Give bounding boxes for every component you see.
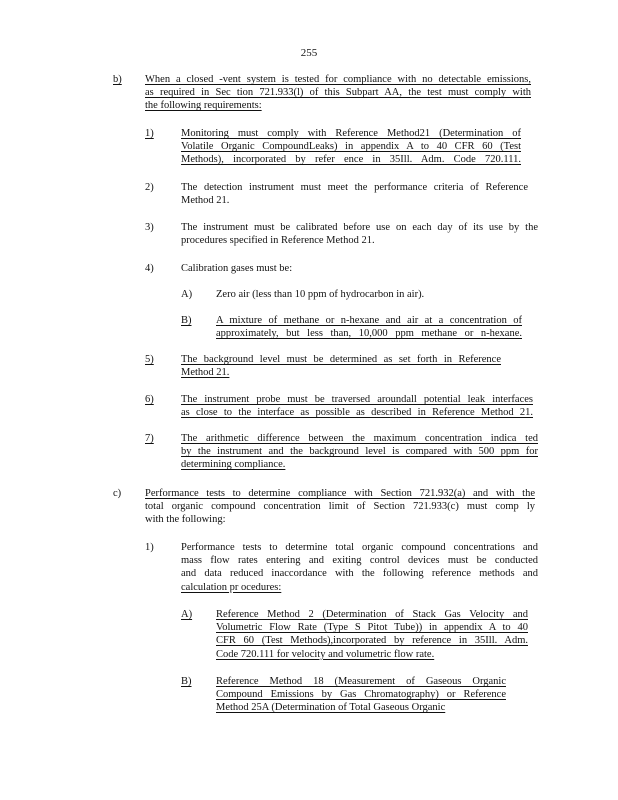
item-b4b-text [216, 314, 522, 340]
text-line: Method 25A (Determination of Total Gaseous Organic [216, 702, 446, 714]
text-line: Reference Method 2 (Determination of Stack Gas Velocity and [216, 609, 528, 620]
item-b3-label: 3) [145, 222, 154, 233]
item-b1-text [181, 127, 521, 167]
text-line: Volatile Organic CompoundLeaks) in appendix A to 40 CFR 60 (Test [181, 141, 521, 153]
text-line: The arithmetic difference between the maximum concentration indica ted [181, 433, 538, 444]
text-line: Calibration gases must be: [181, 263, 293, 274]
section-c-label: c) [113, 488, 122, 499]
text-line: mass flow rates entering and exiting control devices must be conducted [181, 555, 538, 567]
item-c1b-text [216, 675, 506, 715]
item-b7-text [181, 432, 538, 472]
text-line: The background level must be determined as set forth in Reference [181, 354, 501, 365]
item-b4b-label: B) [181, 315, 192, 326]
page-number: 255 [300, 47, 318, 59]
item-b4-label: 4) [145, 263, 154, 274]
section-b-label: b) [113, 74, 122, 85]
item-b7-label: 7) [145, 433, 154, 444]
section-b-text [145, 73, 531, 113]
text-line: Method 21. [181, 195, 230, 207]
text-line: The instrument must be calibrated before use on each day of its use by the [181, 222, 538, 233]
text-line: The instrument probe must be traversed aroundall potential leak interfaces [181, 394, 533, 405]
item-b5-text [181, 353, 501, 379]
item-b4a-text [216, 288, 536, 301]
item-b3-text [181, 221, 538, 247]
text-line: A mixture of methane or n-hexane and air at a concentration of [216, 315, 522, 326]
text-line: as required in Sec tion 721.933(l) of this Subpart AA, the test must comply with [145, 87, 531, 99]
text-line: Zero air (less than 10 ppm of hydrocarbon in air). [216, 289, 425, 300]
item-b6-label: 6) [145, 394, 154, 405]
text-line: Performance tests to determine total organic compound concentrations and [181, 542, 538, 553]
text-line: CFR 60 (Test Methods),incorporated by reference in 35Ill. Adm. [216, 635, 528, 647]
item-b4-text [181, 262, 521, 275]
item-c1-text [181, 541, 538, 594]
text-line: When a closed -vent system is tested for compliance with no detectable emissions, [145, 74, 531, 85]
text-line: Compound Emissions by Gas Chromatography) or Reference [216, 689, 506, 701]
item-c1a-text [216, 608, 528, 661]
item-b6-text [181, 393, 533, 419]
text-line: approximately, but less than, 10,000 ppm methane or n-hexane. [216, 328, 522, 340]
item-b4a-label: A) [181, 289, 193, 300]
text-line: Code 720.111 for velocity and volumetric flow rate. [216, 648, 435, 660]
text-line: calculation pr ocedures: [181, 581, 282, 593]
text-line: The detection instrument must meet the performance criteria of Reference [181, 182, 528, 193]
item-c1b-label: B) [181, 676, 192, 687]
item-b2-label: 2) [145, 182, 154, 193]
item-b2-text [181, 181, 528, 207]
text-line: the following requirements: [145, 100, 262, 112]
text-line: Volumetric Flow Rate (Type S Pitot Tube)) in appendix A to 40 [216, 622, 528, 634]
item-c1-label: 1) [145, 542, 154, 553]
section-c-text [145, 487, 535, 527]
text-line: determining compliance. [181, 459, 286, 471]
text-line: with the following: [145, 514, 226, 526]
item-b5-label: 5) [145, 354, 154, 365]
text-line: procedures specified in Reference Method 21. [181, 235, 375, 247]
text-line: as close to the interface as possible as described in Reference Method 21. [181, 407, 533, 419]
item-c1a-label: A) [181, 609, 193, 620]
text-line: Methods), incorporated by refer ence in 35Ill. Adm. Code 720.111. [181, 154, 521, 166]
text-line: Method 21. [181, 367, 230, 379]
text-line: and data reduced inaccordance with the following reference methods and [181, 568, 538, 580]
text-line: total organic compound concentration limit of Section 721.933(c) must comp ly [145, 501, 535, 513]
text-line: by the instrument and the background level is compared with 500 ppm for [181, 446, 538, 458]
text-line: Monitoring must comply with Reference Method21 (Determination of [181, 128, 521, 139]
text-line: Performance tests to determine compliance with Section 721.932(a) and with the [145, 488, 535, 499]
text-line: Reference Method 18 (Measurement of Gaseous Organic [216, 676, 506, 687]
item-b1-label: 1) [145, 128, 154, 139]
